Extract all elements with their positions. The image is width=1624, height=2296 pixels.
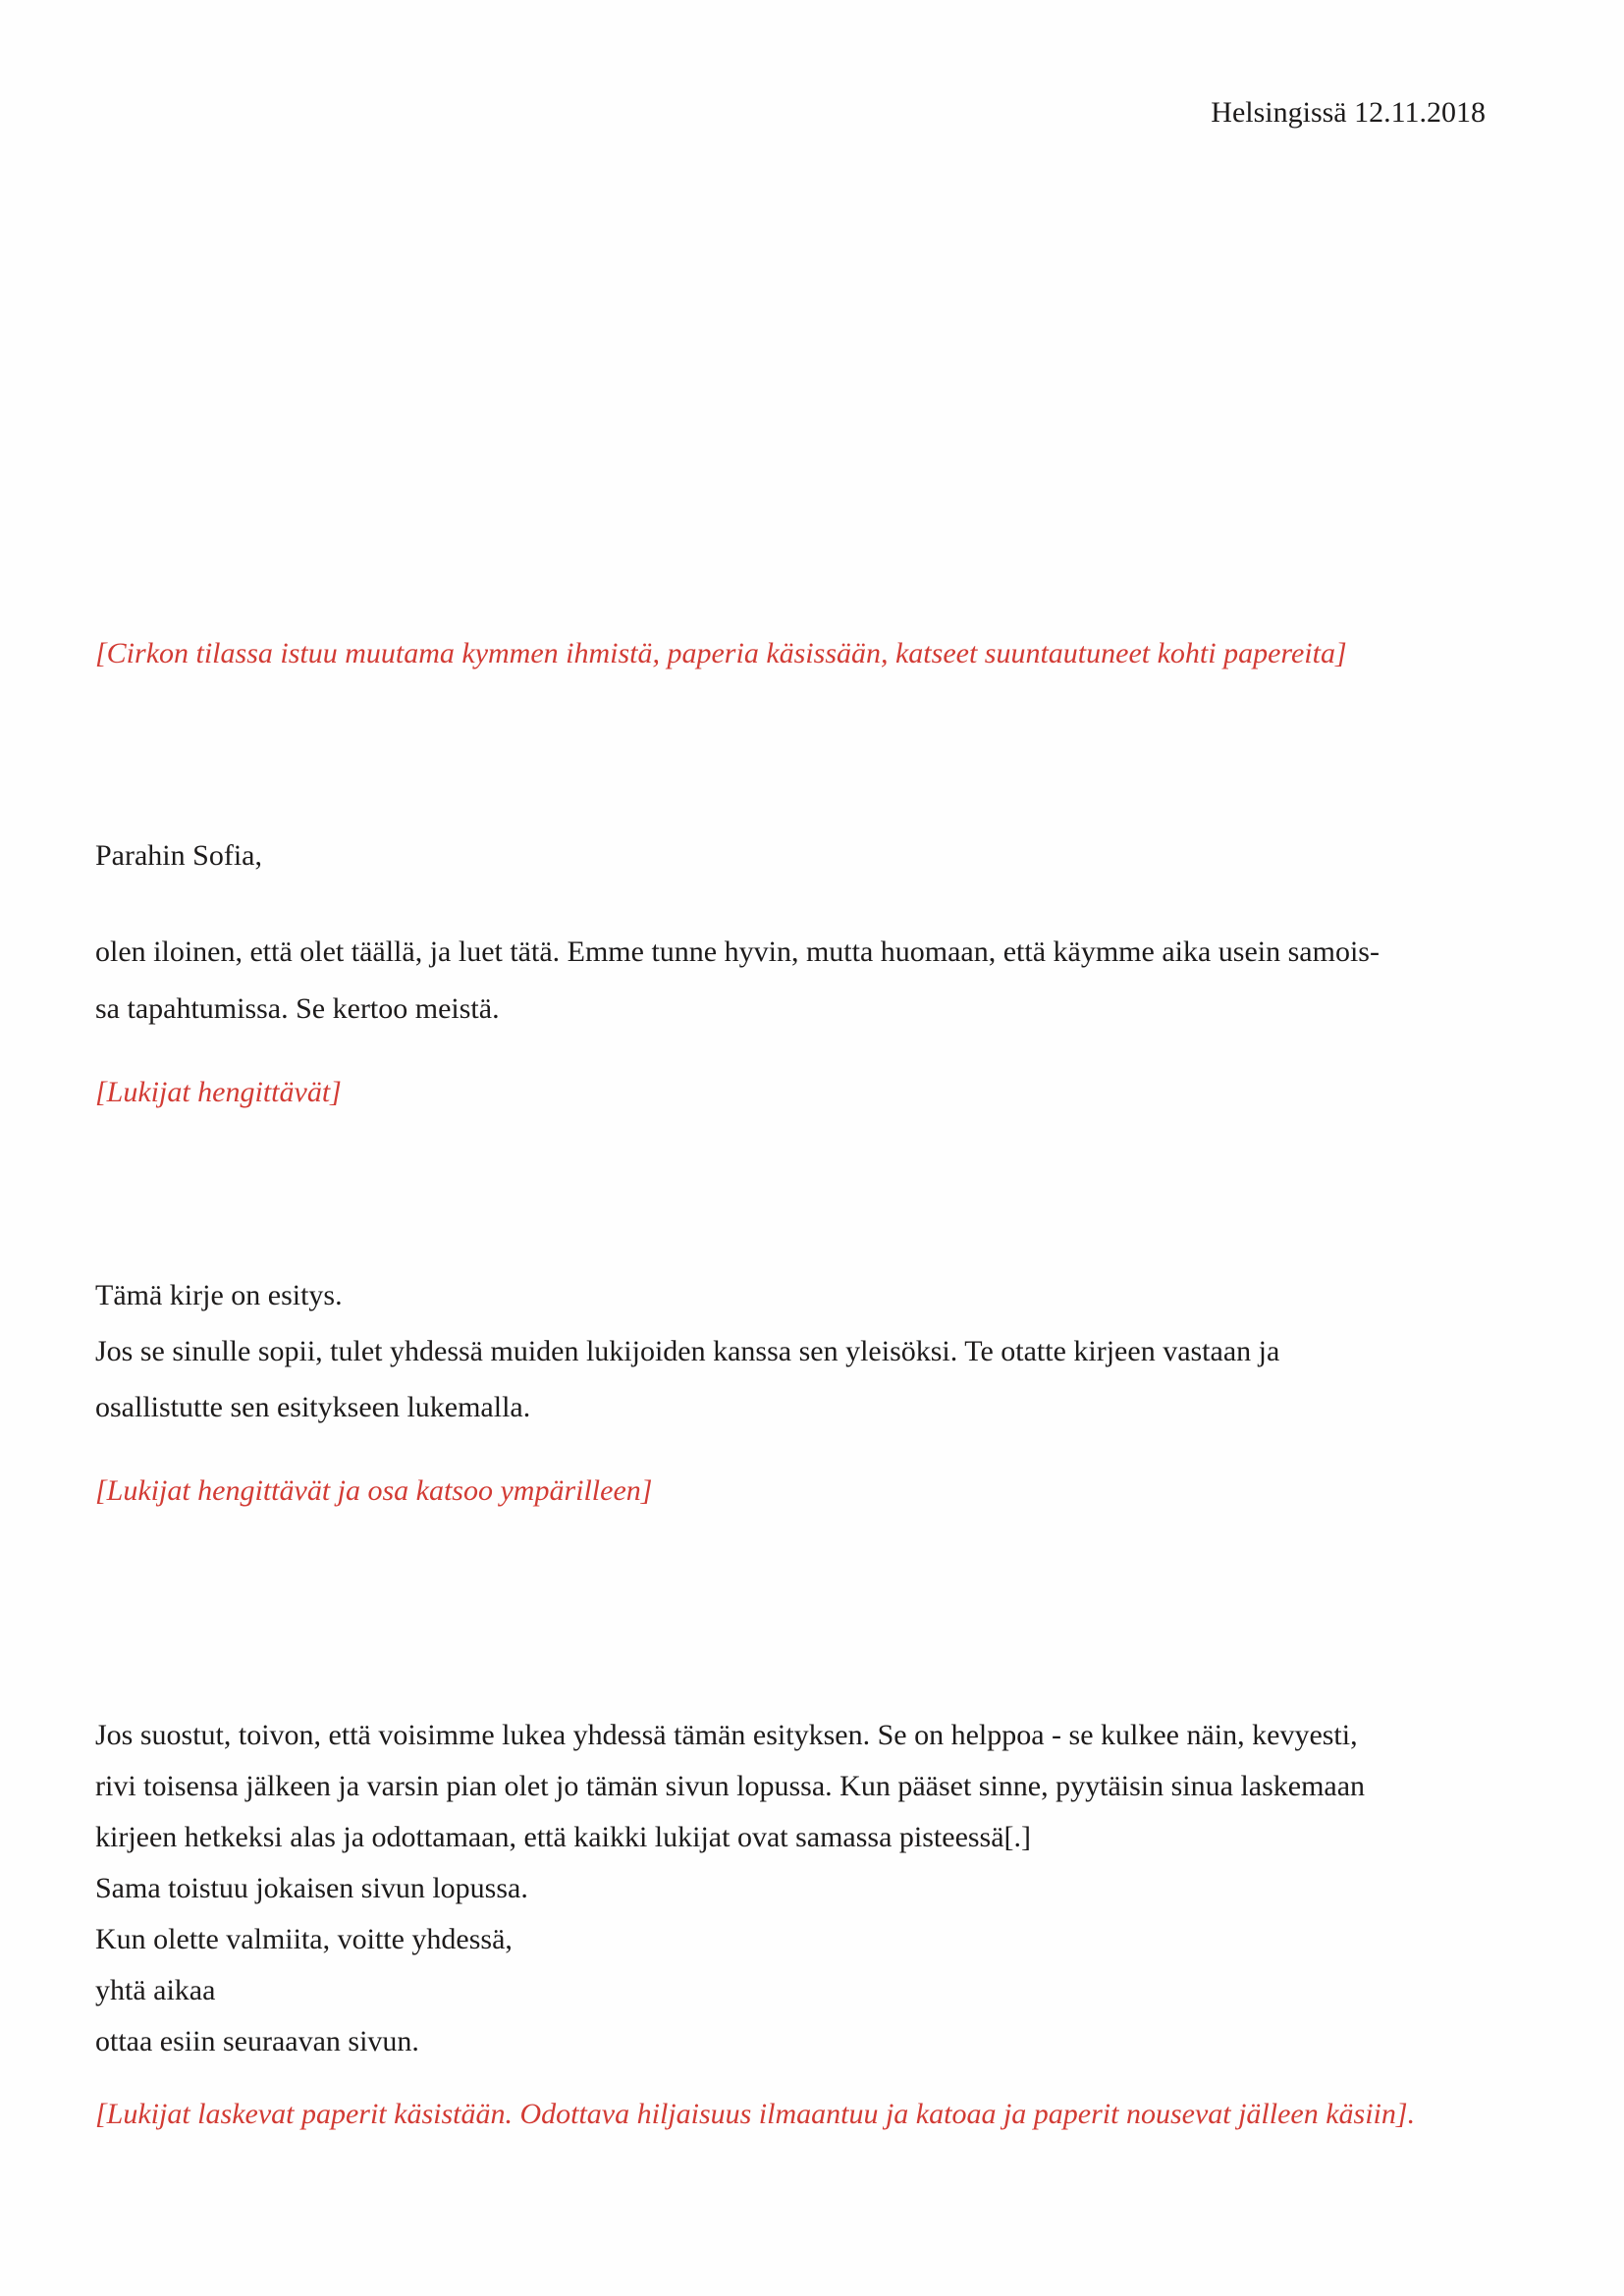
paragraph-line: sa tapahtumissa. Se kertoo meistä. [95,992,500,1025]
date-line: Helsingissä 12.11.2018 [1211,96,1486,129]
paragraph-line: olen iloinen, että olet täällä, ja luet tätä. Emme tunne hyvin, mutta huomaan, että käymme aika usein samois- [95,935,1380,968]
stage-direction-opening: [Cirkon tilassa istuu muutama kymmen ihmistä, paperia käsissään, katseet suuntautuneet kohti papereita] [95,637,1347,669]
stage-direction-looking-around: [Lukijat hengittävät ja osa katsoo ympärilleen] [95,1474,653,1507]
stage-direction-papers-lowered: [Lukijat laskevat paperit käsistään. Odottava hiljaisuus ilmaantuu ja katoaa ja paperit nousevat jälleen käsiin]. [95,2098,1416,2130]
paragraph-line: Sama toistuu jokaisen sivun lopussa. [95,1872,528,1904]
paragraph-line: rivi toisensa jälkeen ja varsin pian olet jo tämän sivun lopussa. Kun pääset sinne, pyytäisin sinua laskemaan [95,1770,1366,1802]
paragraph-letter-is-performance [95,1267,1565,1435]
paragraph-reading-instructions [95,1710,1565,2067]
paragraph-line: Jos se sinulle sopii, tulet yhdessä muiden lukijoiden kanssa sen yleisöksi. Te otatte kirjeen vastaan ja [95,1335,1280,1367]
paragraph-line: osallistutte sen esitykseen lukemalla. [95,1391,531,1423]
stage-direction-breathing: [Lukijat hengittävät] [95,1076,342,1108]
paragraph-line: ottaa esiin seuraavan sivun. [95,2025,419,2057]
paragraph-line: kirjeen hetkeksi alas ja odottamaan, että kaikki lukijat ovat samassa pisteessä[.] [95,1821,1032,1853]
paragraph-line: yhtä aikaa [95,1974,216,2006]
paragraph-greeting [95,924,1565,1038]
salutation-block [95,828,1565,883]
paragraph-line: Jos suostut, toivon, että voisimme lukea yhdessä tämän esityksen. Se on helppoa - se kulkee näin, kevyesti, [95,1719,1358,1751]
paragraph-line: Kun olette valmiita, voitte yhdessä, [95,1923,513,1955]
salutation: Parahin Sofia, [95,839,262,872]
paragraph-line: Tämä kirje on esitys. [95,1279,343,1311]
